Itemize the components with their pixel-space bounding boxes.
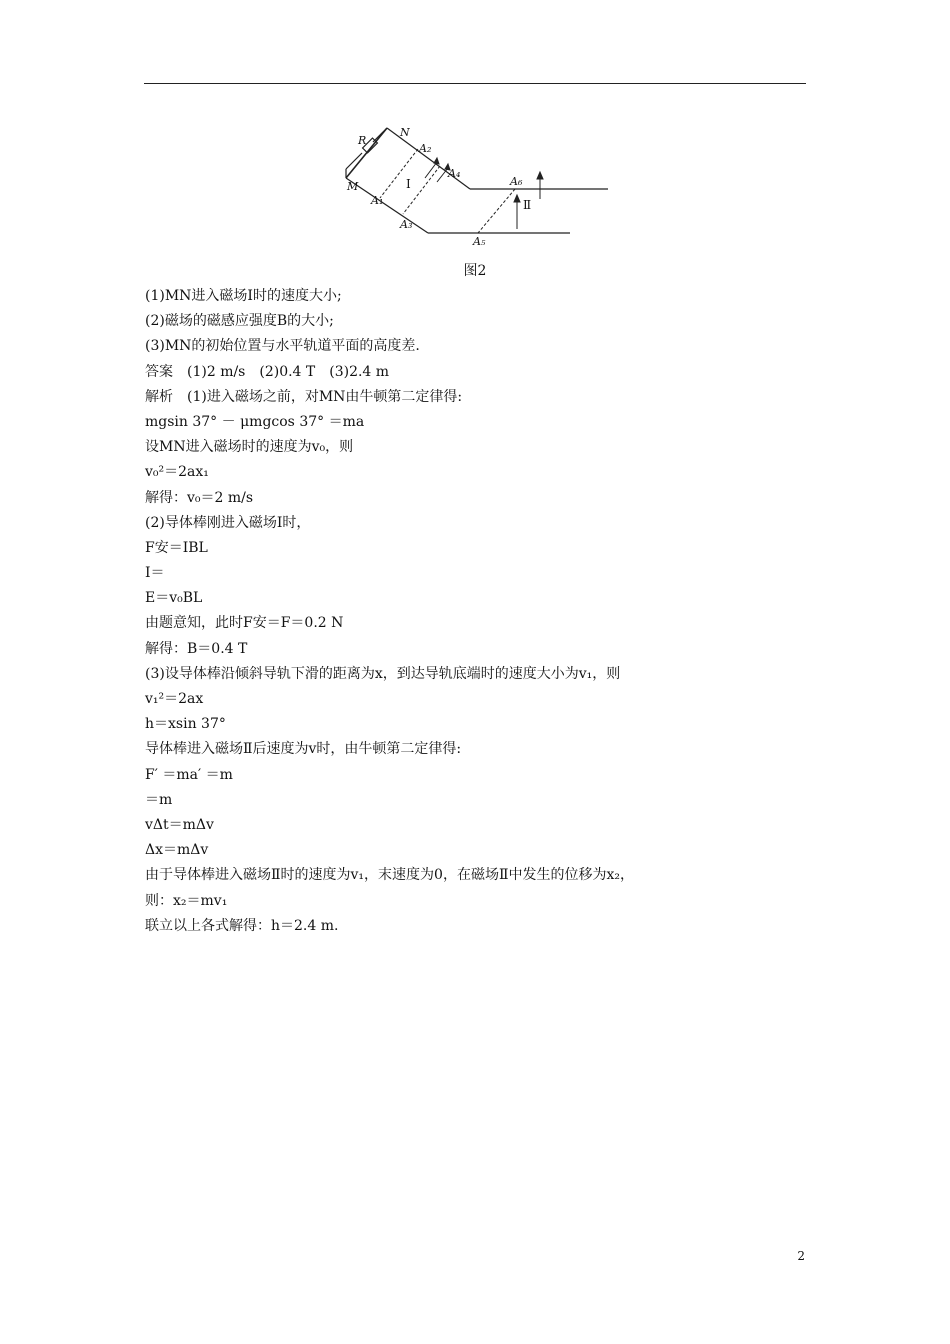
text-line: 设MN进入磁场时的速度为v₀，则 xyxy=(145,439,354,456)
analysis-intro: 解析 (1)进入磁场之前，对MN由牛顿第二定律得: xyxy=(145,388,463,405)
text-line: 由于导体棒进入磁场Ⅱ时的速度为v₁，末速度为0，在磁场Ⅱ中发生的位移为x₂， xyxy=(145,867,634,884)
equation-line: F安＝IBL xyxy=(145,539,208,556)
rail-diagram-svg xyxy=(340,122,615,252)
question-1: (1)MN进入磁场Ⅰ时的速度大小; xyxy=(145,288,342,304)
equation-line: vΔt＝mΔv xyxy=(145,816,214,833)
header-rule xyxy=(144,83,806,84)
answer-line: 答案 (1)2 m/s (2)0.4 T (3)2.4 m xyxy=(145,363,390,380)
equation-line: 则：x₂＝mv₁ xyxy=(145,892,228,909)
label-a3: A₃ xyxy=(400,218,413,231)
label-field2: Ⅱ xyxy=(523,198,532,212)
text-line: 导体棒进入磁场Ⅱ后速度为v时，由牛顿第二定律得: xyxy=(145,741,462,758)
label-n: N xyxy=(400,126,410,139)
lower-rail-slope xyxy=(346,178,428,233)
label-a2: A₂ xyxy=(419,142,432,155)
field1-boundary-left xyxy=(380,149,418,198)
equation-line: mgsin 37° － μmgcos 37° ＝ma xyxy=(145,413,365,430)
label-a6: A₆ xyxy=(510,175,523,188)
equation-line: v₀²＝2ax₁ xyxy=(145,464,209,481)
text-line: (3)设导体棒沿倾斜导轨下滑的距离为x，到达导轨底端时的速度大小为v₁，则 xyxy=(145,665,621,682)
page-number: 2 xyxy=(797,1249,805,1263)
result-line: 解得：v₀＝2 m/s xyxy=(145,489,254,506)
equation-line: Δx＝mΔv xyxy=(145,842,209,859)
field1-arrow xyxy=(425,162,437,178)
question-2: (2)磁场的磁感应强度B的大小; xyxy=(145,313,334,330)
field2-boundary-left xyxy=(478,189,515,233)
solution-text xyxy=(145,284,805,939)
equation-line: I＝ xyxy=(145,565,165,582)
text-line: (2)导体棒刚进入磁场Ⅰ时， xyxy=(145,514,311,531)
label-a4: A₄ xyxy=(448,167,461,180)
field2-arrowhead-2 xyxy=(537,172,543,179)
result-line: 解得：B＝0.4 T xyxy=(145,640,248,657)
field1-arrow-2 xyxy=(437,168,448,182)
label-a1: A₁ xyxy=(371,194,384,207)
label-m: M xyxy=(347,180,359,193)
label-field1: Ⅰ xyxy=(406,177,411,191)
equation-line: h＝xsin 37° xyxy=(145,716,226,733)
rod-mn xyxy=(346,128,387,178)
field2-arrowhead xyxy=(514,195,520,202)
equation-line: E＝v₀BL xyxy=(145,590,203,607)
figure-caption: 图2 xyxy=(463,263,487,279)
rail-diagram xyxy=(340,122,615,252)
equation-line: v₁²＝2ax xyxy=(145,691,204,707)
equation-line: ＝m xyxy=(145,791,173,808)
question-3: (3)MN的初始位置与水平轨道平面的高度差. xyxy=(145,338,420,355)
final-result: 联立以上各式解得：h＝2.4 m. xyxy=(145,917,339,934)
equation-line: F′ ＝ma′ ＝m xyxy=(145,766,233,783)
label-r: R xyxy=(358,134,367,147)
text-line: 由题意知，此时F安＝F＝0.2 N xyxy=(145,615,344,632)
label-a5: A₅ xyxy=(473,235,486,248)
field1-arrowhead xyxy=(434,158,439,164)
